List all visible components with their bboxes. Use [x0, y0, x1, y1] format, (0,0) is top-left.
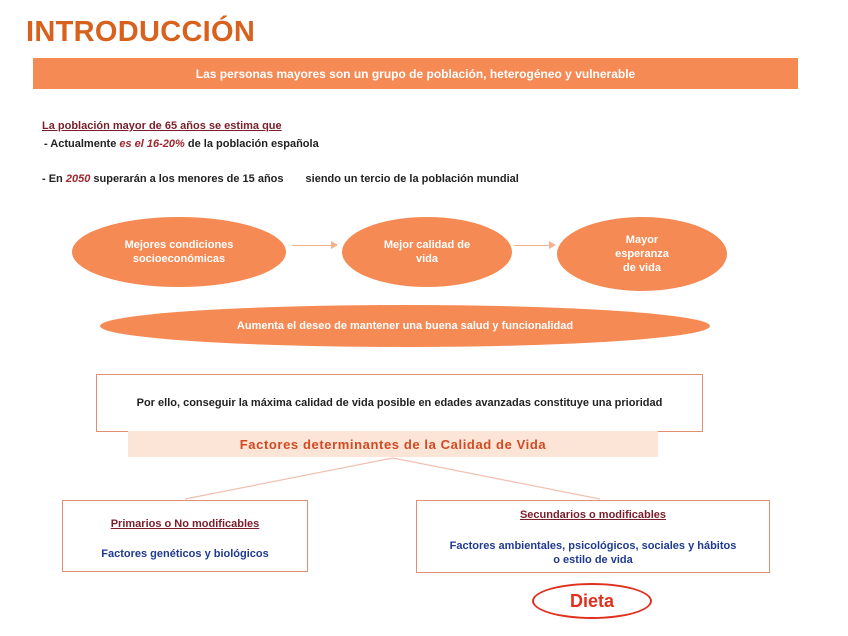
- secondary-factors-heading: Secundarios o modificables: [519, 509, 667, 521]
- stats-line-current-percentage: es el 16-20%: [119, 138, 185, 150]
- secondary-factors-box: [416, 500, 770, 573]
- stats-line-2050-year: 2050: [65, 173, 91, 185]
- connector-right: [393, 458, 600, 499]
- connector-left: [185, 458, 393, 499]
- page-title: INTRODUCCIÓN: [26, 16, 256, 48]
- primary-factors-heading: Primarios o No modificables: [110, 518, 260, 530]
- primary-factors-box: [62, 500, 308, 572]
- stats-line-current-suffix: de la población española: [184, 138, 319, 150]
- dieta-label: Dieta: [532, 583, 652, 619]
- stats-line-current-prefix: - Actualmente: [44, 138, 120, 150]
- summary-banner: Las personas mayores son un grupo de población, heterogéneo y vulnerable: [33, 58, 798, 89]
- flow-result-label: Aumenta el deseo de mantener una buena salud y funcionalidad: [236, 320, 574, 332]
- stats-line-2050-prefix: - En: [42, 173, 66, 185]
- stats-line-2050-suffix: siendo un tercio de la población mundial: [305, 173, 519, 185]
- flow-step-socioeconomic-label: Mejores condiciones socioeconómicas: [124, 239, 234, 265]
- priority-text: Por ello, conseguir la máxima calidad de vida posible en edades avanzadas constituye una prioridad: [136, 396, 663, 409]
- flow-step-quality-label: Mejor calidad de vida: [383, 239, 471, 265]
- factors-title: Factores determinantes de la Calidad de Vida: [128, 431, 658, 457]
- secondary-factors-body: Factores ambientales, psicológicos, sociales y hábitos o estilo de vida: [449, 540, 737, 566]
- stats-line-2050-middle: superarán a los menores de 15 años: [90, 173, 284, 185]
- flow-step-life-expectancy-label: Mayor esperanza de vida: [615, 234, 669, 274]
- stats-heading: La población mayor de 65 años se estima que: [42, 120, 282, 132]
- primary-factors-body: Factores genéticos y biológicos: [101, 548, 269, 560]
